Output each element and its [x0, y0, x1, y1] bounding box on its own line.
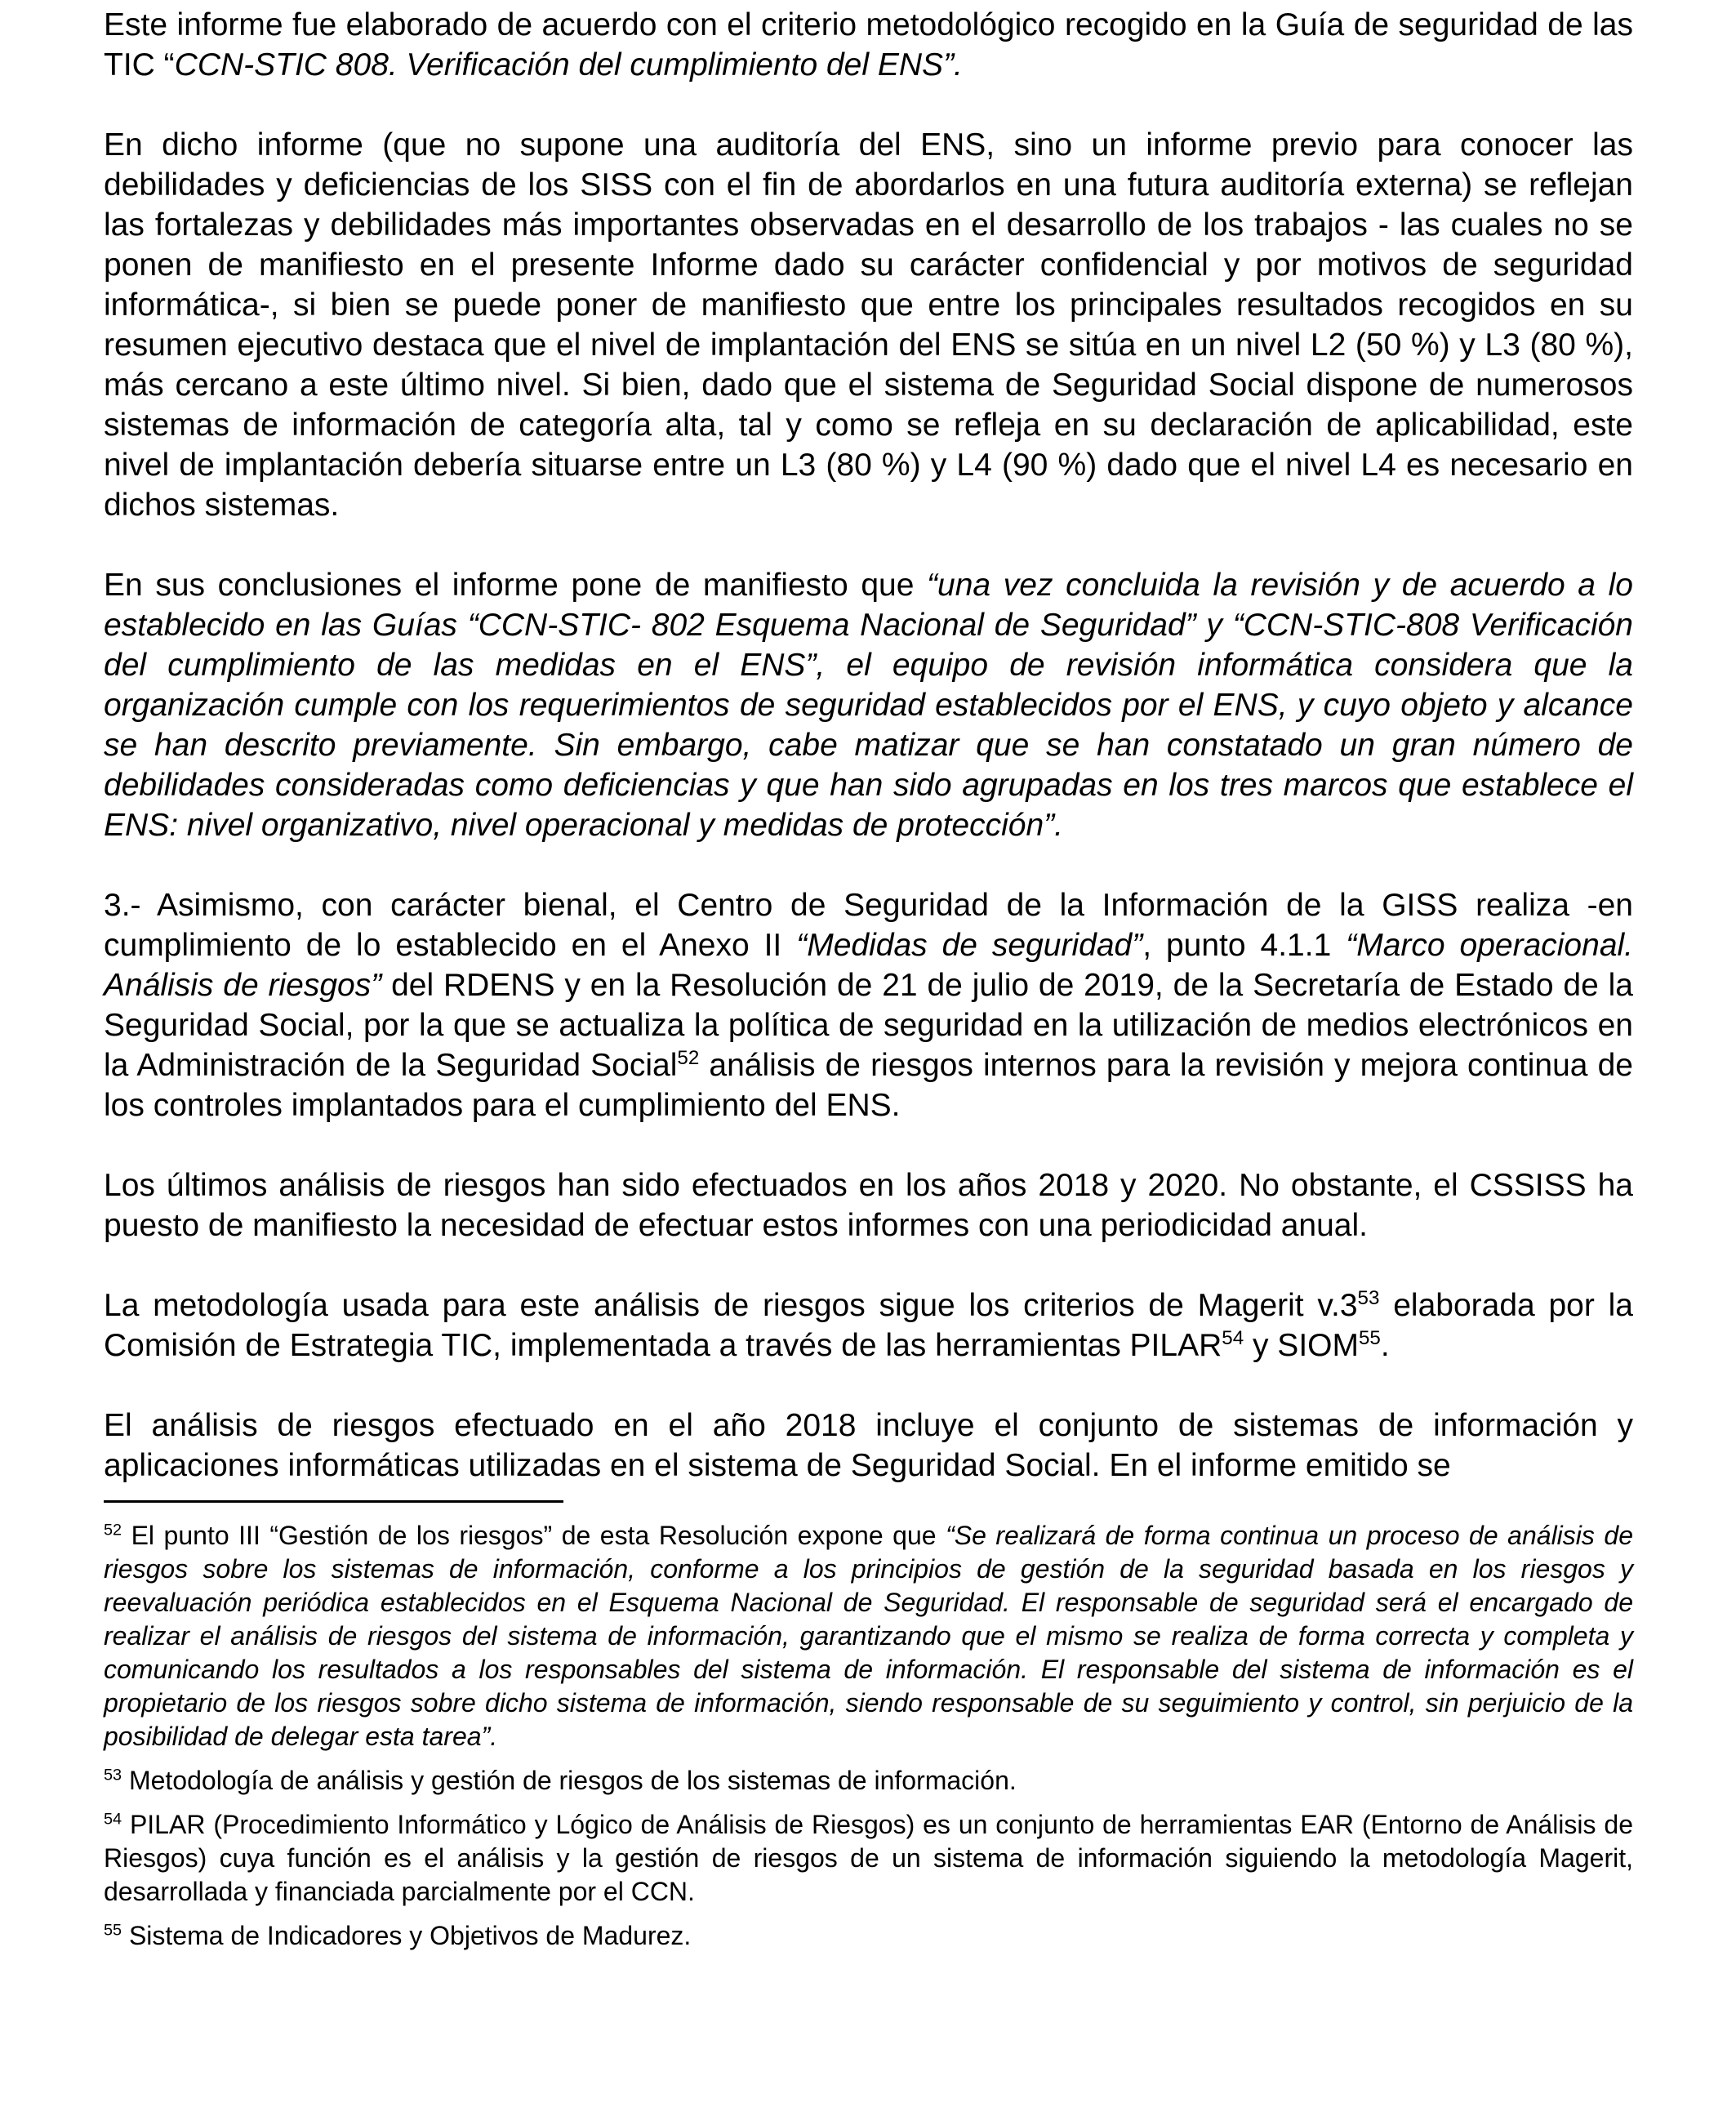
- footnotes-section: [104, 1519, 1633, 1953]
- footnote-separator: [104, 1500, 563, 1503]
- body-paragraph: En dicho informe (que no supone una auditoría del ENS, sino un informe previo para conocer las debilidades y deficiencias de los SISS con el fin de abordarlos en una futura auditoría externa) se reflejan las fortalezas y debilidades más importantes observadas en el desarrollo de los trabajos - las cuales no se ponen de manifiesto en el presente Informe dado su carácter confidencial y por motivos de seguridad informática-, si bien se puede poner de manifiesto que entre los principales resultados recogidos en su resumen ejecutivo destaca que el nivel de implantación del ENS se sitúa en un nivel L2 (50 %) y L3 (80 %), más cercano a este último nivel. Si bien, dado que el sistema de Seguridad Social dispone de numerosos sistemas de información de categoría alta, tal y como se refleja en su declaración de aplicabilidad, este nivel de implantación debería situarse entre un L3 (80 %) y L4 (90 %) dado que el nivel L4 es necesario en dichos sistemas.: [104, 127, 1633, 523]
- footnote-55: $^{55}$ Sistema de Indicadores y Objetivos de Madurez.: [104, 1921, 692, 1950]
- document-body: [104, 5, 1633, 1486]
- body-paragraph: 3.- Asimismo, con carácter bienal, el Centro de Seguridad de la Información de la GISS realiza -en cumplimiento de lo establecido en el Anexo II “Medidas de seguridad”, punto 4.1.1 “Marco operacional. Análisis de riesgos” del RDENS y en la Resolución de 21 de julio de 2019, de la Secretaría de Estado de la Seguridad Social, por la que se actualiza la política de seguridad en la utilización de medios electrónicos en la Administración de la Seguridad Social$^{52}$ análisis de riesgos internos para la revisión y mejora continua de los controles implantados para el cumplimiento del ENS.: [104, 888, 1634, 1123]
- body-paragraph: Este informe fue elaborado de acuerdo con el criterio metodológico recogido en la Guía de seguridad de las TIC “CCN-STIC 808. Verificación del cumplimiento del ENS”.: [104, 7, 1633, 82]
- footnote-54: $^{54}$ PILAR (Procedimiento Informático y Lógico de Análisis de Riesgos) es un conjunto de herramientas EAR (Entorno de Análisis de Riesgos) cuya función es el análisis y la gestión de riesgos de un sistema de información siguiendo la metodología Magerit, desarrollada y financiada parcialmente por el CCN.: [104, 1810, 1633, 1906]
- footnote-52: $^{52}$ El punto III “Gestión de los riesgos” de esta Resolución expone que “Se realizará de forma continua un proceso de análisis de riesgos sobre los sistemas de información, conforme a los principios de gestión de la seguridad basada en los riesgos y reevaluación periódica establecidos en el Esquema Nacional de Seguridad. El responsable de seguridad será el encargado de realizar el análisis de riesgos del sistema de información, garantizando que el mismo se realiza de forma correcta y completa y comunicando los resultados a los responsables del sistema de información. El responsable del sistema de información es el propietario de los riesgos sobre dicho sistema de información, siendo responsable de su seguimiento y control, sin perjuicio de la posibilidad de delegar esta tarea”.: [104, 1521, 1634, 1751]
- body-paragraph: La metodología usada para este análisis de riesgos sigue los criterios de Magerit $v.3^{53}$ elaborada por la Comisión de Estrategia TIC, implementada a través de las herramientas PILAR$^{54}$ y SIOM$^{55}$.: [104, 1287, 1633, 1363]
- footnote-53: $^{53}$ Metodología de análisis y gestión de riesgos de los sistemas de información.: [104, 1766, 1017, 1795]
- body-paragraph: Los últimos análisis de riesgos han sido efectuados en los años 2018 y 2020. No obstante, el CSSISS ha puesto de manifiesto la necesidad de efectuar estos informes con una periodicidad anual.: [104, 1168, 1633, 1243]
- body-paragraph: El análisis de riesgos efectuado en el año 2018 incluye el conjunto de sistemas de información y aplicaciones informáticas utilizadas en el sistema de Seguridad Social. En el informe emitido se: [104, 1408, 1633, 1483]
- body-paragraph: En sus conclusiones el informe pone de manifiesto que “una vez concluida la revisión y de acuerdo a lo establecido en las Guías “CCN-STIC- 802 Esquema Nacional de Seguridad” y “CCN-STIC-808 Verificación del cumplimiento de las medidas en el ENS”, el equipo de revisión informática considera que la organización cumple con los requerimientos de seguridad establecidos por el ENS, y cuyo objeto y alcance se han descrito previamente. Sin embargo, cabe matizar que se han constatado un gran número de debilidades consideradas como deficiencias y que han sido agrupadas en los tres marcos que establece el ENS: nivel organizativo, nivel operacional y medidas de protección”.: [104, 568, 1633, 843]
